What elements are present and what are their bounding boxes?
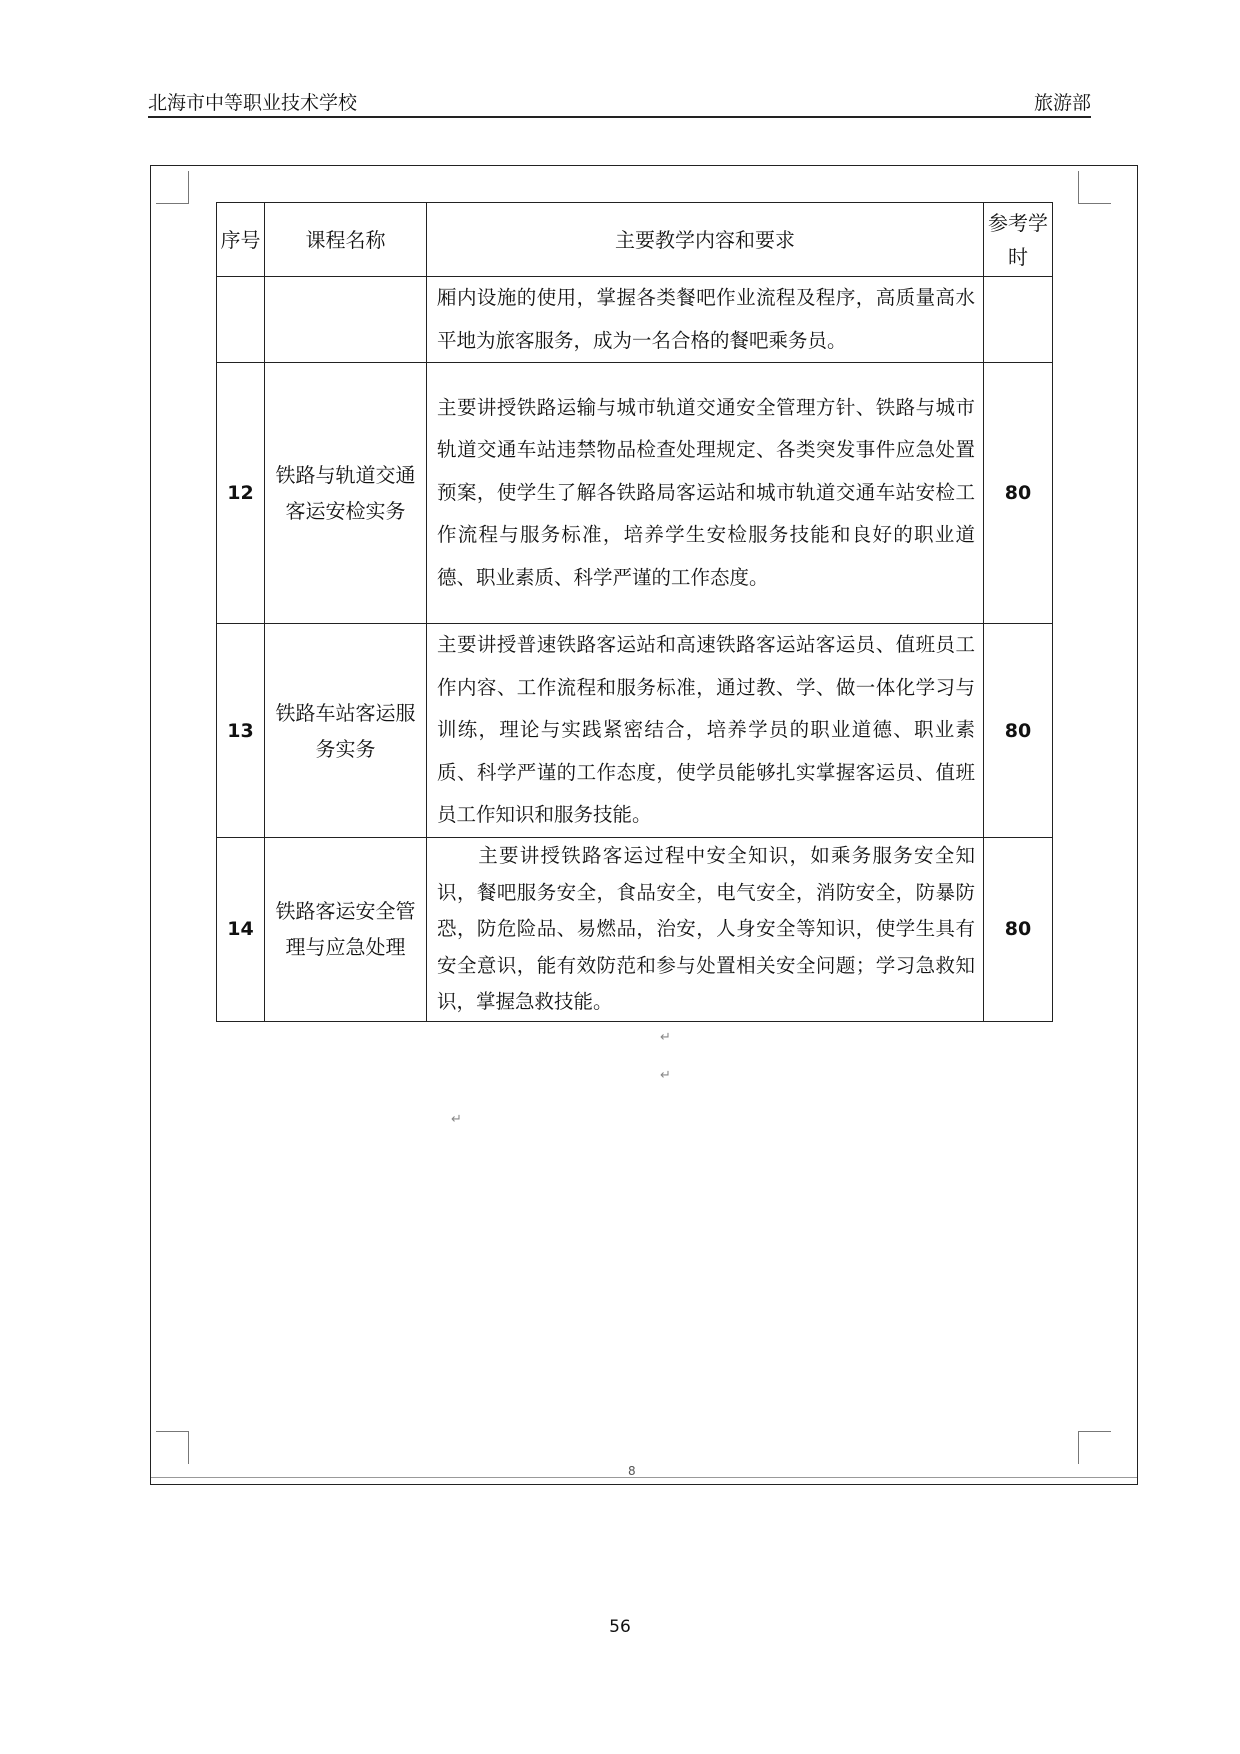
course-table (216, 202, 1053, 1022)
table-header-row (217, 203, 1053, 277)
course-name: 铁路车站客运服务实务 (265, 624, 427, 838)
frame-footer-line (151, 1477, 1137, 1478)
course-name (265, 277, 427, 363)
school-name: 北海市中等职业技术学校 (148, 92, 358, 114)
crop-mark-bottom-right (1078, 1431, 1111, 1464)
course-hours: 80 (984, 363, 1053, 624)
row-number (217, 277, 265, 363)
crop-mark-bottom-left (156, 1431, 189, 1464)
course-content-text: 主要讲授铁路客运过程中安全知识，如乘务服务安全知识，餐吧服务安全，食品安全，电气安全，消防安全，防暴防恐，防危险品、易燃品，治安，人身安全等知识，使学生具有安全意识，能有效防范和参与处置相关安全问题；学习急救知识，掌握急救技能。 (437, 844, 975, 1013)
row-number: 13 (217, 624, 265, 838)
column-header-content: 主要教学内容和要求 (427, 203, 984, 277)
paragraph-mark-icon: ↵ (451, 1112, 462, 1127)
crop-mark-top-right (1078, 171, 1111, 204)
department-name: 旅游部 (1033, 92, 1091, 114)
column-header-hours: 参考学时 (984, 203, 1053, 277)
course-hours: 80 (984, 624, 1053, 838)
paragraph-mark-icon: ↵ (660, 1030, 671, 1045)
table-row (217, 277, 1053, 363)
course-hours (984, 277, 1053, 363)
course-content: 厢内设施的使用，掌握各类餐吧作业流程及程序，高质量高水平地为旅客服务，成为一名合格的餐吧乘务员。 (427, 277, 984, 363)
column-header-number: 序号 (217, 203, 265, 277)
course-name: 铁路客运安全管理与应急处理 (265, 838, 427, 1022)
paragraph-mark-icon: ↵ (660, 1068, 671, 1083)
course-content (427, 838, 984, 1022)
page-header (148, 88, 1091, 118)
table-row (217, 624, 1053, 838)
inner-page-number: 8 (628, 1464, 636, 1478)
course-hours: 80 (984, 838, 1053, 1022)
course-content: 主要讲授铁路运输与城市轨道交通安全管理方针、铁路与城市轨道交通车站违禁物品检查处理规定、各类突发事件应急处置预案，使学生了解各铁路局客运站和城市轨道交通车站安检工作流程与服务标准，培养学生安检服务技能和良好的职业道德、职业素质、科学严谨的工作态度。 (427, 363, 984, 624)
table-row (217, 838, 1053, 1022)
crop-mark-top-left (156, 171, 189, 204)
course-name: 铁路与轨道交通客运安检实务 (265, 363, 427, 624)
page-number: 56 (609, 1617, 631, 1637)
row-number: 12 (217, 363, 265, 624)
column-header-course-name: 课程名称 (265, 203, 427, 277)
table-row (217, 363, 1053, 624)
course-content: 主要讲授普速铁路客运站和高速铁路客运站客运员、值班员工作内容、工作流程和服务标准，通过教、学、做一体化学习与训练，理论与实践紧密结合，培养学员的职业道德、职业素质、科学严谨的工作态度，使学员能够扎实掌握客运员、值班员工作知识和服务技能。 (427, 624, 984, 838)
row-number: 14 (217, 838, 265, 1022)
